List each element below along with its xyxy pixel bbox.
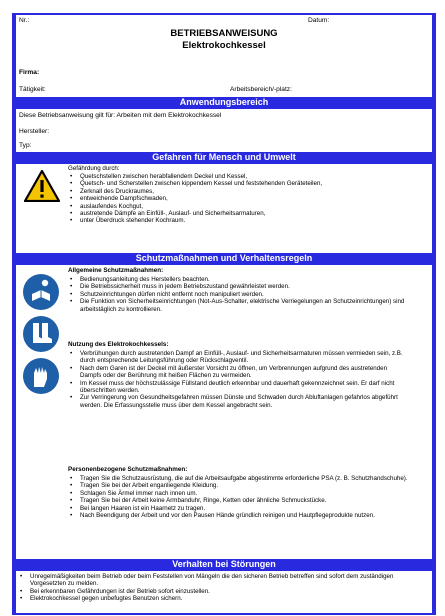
list-item: • entweichende Dampfschwaden, bbox=[68, 195, 428, 202]
list-item: • Zur Verringerung von Gesundheitsgefahren müssen Dünste und Schwaden durch Abluftanlagen gefahrlos abgeführt werden. Die Erfassungsstelle muss über dem Kessel angebracht sein. bbox=[68, 394, 408, 409]
datum-label: Datum: bbox=[308, 17, 330, 24]
schutz-block bbox=[16, 265, 432, 559]
warning-triangle-icon bbox=[24, 170, 60, 202]
header-block bbox=[16, 15, 432, 97]
list-item: • Verbrühungen durch austretenden Dampf an Einfüll-, Auslauf- und Sicherheitsarmaturen müssen vermieden sein, z.B. durch entsprechende Leitungsführung oder Rückschlagventil. bbox=[68, 350, 408, 365]
nr-label: Nr.: bbox=[19, 17, 30, 24]
list-item: • Elektrokochkessel gegen unbefugtes Benutzen sichern. bbox=[18, 595, 426, 602]
nutzung-title: Nutzung des Elektrokochkessels: bbox=[68, 341, 169, 348]
section-heading-stoerungen: Verhalten bei Störungen bbox=[172, 559, 276, 569]
nutzung-list bbox=[68, 350, 408, 409]
safety-gloves-icon bbox=[22, 357, 60, 395]
list-item: • auslaufendes Kochgut, bbox=[68, 203, 428, 210]
list-item: • Nach dem Garen ist der Deckel mit äußerster Vorsicht zu öffnen, um Verbrennungen aufgrund des austretenden Dampfs oder der Berührung mit heißen Flächen zu vermeiden. bbox=[68, 365, 408, 380]
list-item: • Die Betriebssicherheit muss in jedem Betriebszustand gewährleistet werden. bbox=[68, 283, 408, 290]
list-item: • Tragen Sie bei der Arbeit enganliegende Kleidung. bbox=[68, 482, 408, 489]
list-item: • Bei erkennbaren Gefährdungen ist der Betrieb sofort einzustellen. bbox=[18, 588, 426, 595]
list-item: • Nach Beendigung der Arbeit und vor den Pausen Hände gründlich reinigen und Hautpflegeprodukte nutzen. bbox=[68, 512, 408, 519]
anwendungsbereich-intro: Diese Betriebsanweisung gilt für: Arbeiten mit dem Elektrokochkessel bbox=[19, 112, 222, 119]
personen-list bbox=[68, 475, 408, 519]
list-item: • Tragen Sie bei der Arbeit keine Armbanduhr, Ringe, Ketten oder ähnliche Schmuckstücke. bbox=[68, 497, 408, 504]
section-heading-schutz: Schutzmaßnahmen und Verhaltensregeln bbox=[135, 253, 313, 263]
document-title: BETRIEBSANWEISUNG bbox=[170, 28, 278, 39]
personen-title: Personenbezogene Schutzmaßnahmen: bbox=[68, 466, 188, 473]
list-item: • Quetschstellen zwischen herabfallendem Deckel und Kessel, bbox=[68, 173, 428, 180]
firma-label: Firma: bbox=[19, 69, 40, 76]
document-subtitle: Elektrokochkessel bbox=[182, 40, 266, 51]
list-item: • Schutzeinrichtungen dürfen nicht entfernt noch manipuliert werden. bbox=[68, 291, 408, 298]
arbeitsbereich-label: Arbeitsbereich/-platz: bbox=[230, 86, 292, 93]
list-item: • Quetsch- und Scherstellen zwischen kippendem Kessel und feststehenden Geräteteilen, bbox=[68, 180, 428, 187]
allgemein-list bbox=[68, 276, 408, 313]
list-item: • Im Kessel muss der höchstzulässige Füllstand deutlich erkennbar und dauerhaft gekennzeichnet sein. Er darf nicht überschritten werden. bbox=[68, 380, 408, 395]
stoerungen-block bbox=[16, 571, 432, 613]
read-manual-icon bbox=[22, 273, 60, 311]
typ-label: Typ: bbox=[19, 142, 32, 149]
gefahren-block bbox=[16, 164, 432, 253]
list-item: • Unregelmäßigkeiten beim Betrieb oder beim Feststellen von Mängeln die den sicheren Betrieb betreffen sind sofort dem zuständigen Vorgesetzten zu melden. bbox=[18, 573, 426, 588]
stoerungen-list bbox=[18, 573, 426, 603]
taetigkeit-label: Tätigkeit: bbox=[19, 86, 46, 93]
anwendungsbereich-block bbox=[16, 109, 432, 152]
list-item: • unter Überdruck stehender Kochraum. bbox=[68, 217, 428, 224]
list-item: • Bedienungsanleitung des Herstellers beachten. bbox=[68, 276, 408, 283]
list-item: • Schlagen Sie Ärmel immer nach innen um. bbox=[68, 490, 408, 497]
safety-boots-icon bbox=[22, 315, 60, 353]
document-frame bbox=[12, 13, 436, 615]
list-item: • austretende Dämpfe an Einfüll-, Auslauf- und Sicherheitsarmaturen, bbox=[68, 210, 428, 217]
list-item: • Bei langen Haaren ist ein Haarnetz zu tragen. bbox=[68, 505, 408, 512]
gefahren-list bbox=[68, 173, 428, 225]
section-heading-anwendungsbereich: Anwendungsbereich bbox=[179, 97, 269, 107]
list-item: • Tragen Sie die Schutzausrüstung, die auf die Arbeitsaufgabe abgestimmte erforderliche PSA (z. B. Schutzhandschuhe). bbox=[68, 475, 408, 482]
allgemein-title: Allgemeine Schutzmaßnahmen: bbox=[68, 267, 164, 274]
gefahren-intro: Gefährdung durch: bbox=[68, 165, 120, 172]
section-heading-gefahren: Gefahren für Mensch und Umwelt bbox=[152, 152, 296, 162]
list-item: • Die Funktion von Sicherheitseinrichtungen (Not-Aus-Schalter, elektrische Verriegelungen an Schutzeinrichtungen) sind arbeitstäglich zu kontrollieren. bbox=[68, 298, 408, 313]
hersteller-label: Hersteller: bbox=[19, 128, 50, 135]
list-item: • Zerknall des Druckraumes, bbox=[68, 188, 428, 195]
